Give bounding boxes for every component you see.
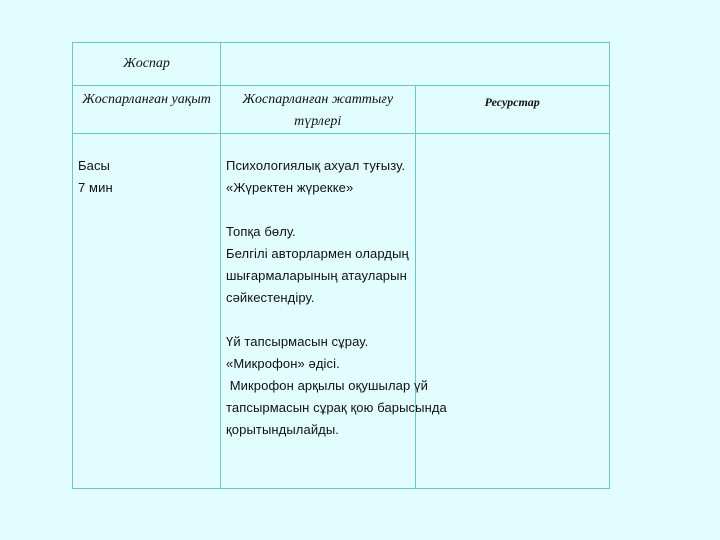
activity-line: Психологиялық ахуал туғызу. [226, 158, 406, 173]
header-resources: Ресурстар [415, 86, 610, 134]
activity-line: қорытындылайды. [226, 422, 340, 437]
activity-line: Үй тапсырмасын сұрау. [226, 334, 369, 349]
stage-duration: 7 мин [78, 180, 113, 195]
header-time: Жоспарланған уақыт [73, 86, 221, 134]
header-activities: Жоспарланған жаттығу түрлері [221, 86, 416, 134]
activity-line: сәйкестендіру. [226, 290, 315, 305]
activity-line: Белгілі авторлармен олардың [226, 246, 409, 261]
activity-line: «Микрофон» әдісі. [226, 356, 340, 371]
activity-line: Микрофон арқылы оқушылар үй [226, 378, 429, 393]
activities-cell [221, 134, 447, 489]
stage-row [73, 134, 610, 489]
activity-line: «Жүректен жүрекке» [226, 180, 354, 195]
activity-line: тапсырмасын сұрақ қою барысында [226, 400, 447, 415]
header-row [73, 86, 610, 134]
time-cell [73, 134, 221, 489]
resources-cell [415, 134, 610, 489]
activity-line: Топқа бөлу. [226, 224, 296, 239]
activity-line [226, 309, 415, 331]
lesson-plan-table [72, 42, 610, 489]
title-empty-cell [221, 43, 610, 86]
activity-line [226, 199, 415, 221]
plan-title: Жоспар [73, 43, 221, 86]
activity-line: шығармаларының атауларын [226, 268, 407, 283]
stage-name: Басы [78, 158, 111, 173]
title-row [73, 43, 610, 86]
